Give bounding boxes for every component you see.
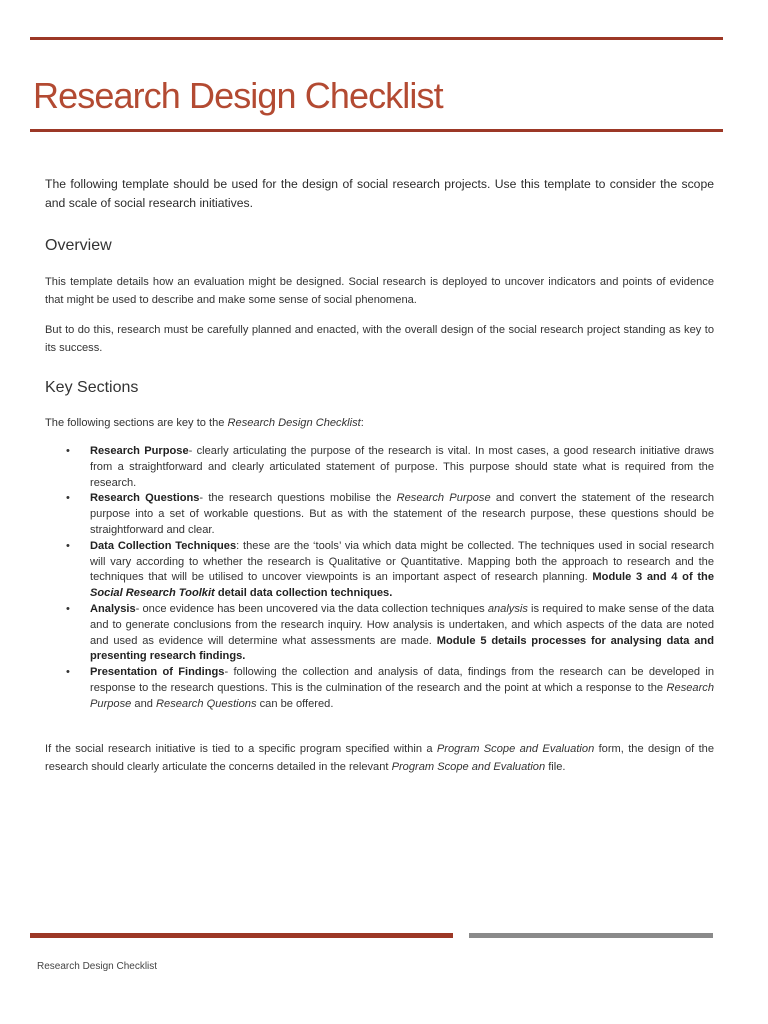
overview-paragraph-1: This template details how an evaluation might be designed. Social research is deployed to uncover indicators and points of evidence that might be used to describe and make some sense of social phenomena. [45,276,714,306]
closing-italic: Program Scope and Evaluation [436,742,595,755]
item-bold: Module 5 details processes for analysing data and presenting research findings. [90,634,714,663]
closing-text: form, the design of the research should clearly articulate the concerns detailed in the relevant [45,742,715,773]
footer-label: Research Design Checklist [37,961,158,972]
list-item-research-questions [45,491,714,538]
item-term: Data Collection Techniques [90,539,237,552]
item-term: Presentation of Findings [90,666,225,679]
item-bold-italic: Social Research Toolkit [90,587,215,600]
item-text: and convert the statement of the research purpose into a set of workable questions. But as with the statement of the research purpose, these questions should be straightforward and clear. [90,492,715,536]
item-text: - following the collection and analysis of data, findings from the research can be developed in response to the research questions. This is the culmination of the research and the point at which a response to the [90,666,714,694]
item-term: Analysis [90,602,136,615]
document-body [45,175,714,776]
bullet-icon: • [66,602,70,615]
item-italic: Research Questions [156,697,257,710]
checklist-name: Research Design Checklist [227,417,361,429]
key-sections-intro [45,414,714,432]
item-text: - once evidence has been uncovered via the data collection techniques [135,602,488,615]
item-italic: Research Purpose [396,492,491,505]
intro-paragraph: The following template should be used for the design of social research projects. Use this template to consider the scope and scale of social research initiatives. [45,177,714,210]
footer-bar-red [30,933,453,938]
item-bold: detail data collection techniques. [214,587,393,600]
list-item-presentation [45,665,714,712]
bullet-icon: • [66,492,70,505]
item-italic: analysis [487,602,528,615]
top-divider [30,37,723,40]
closing-paragraph [45,740,714,776]
key-sections-heading: Key Sections [45,379,139,396]
key-sections-list [45,444,714,713]
item-term: Research Purpose [90,445,189,457]
item-text: and [131,697,157,710]
title-divider [30,129,723,132]
item-text: can be offered. [256,697,334,710]
item-term: Research Questions [90,492,200,505]
key-sections-intro-end: : [360,417,364,429]
overview-heading: Overview [45,237,112,254]
closing-text: If the social research initiative is tied to a specific program specified within a [45,742,437,755]
bullet-icon: • [66,539,70,552]
closing-italic: Program Scope and Evaluation [391,760,546,773]
item-bold-italic-wrap [90,587,215,599]
item-text: - clearly articulating the purpose of the research is vital. In most cases, a good research initiative draws from a straightforward and clearly articulated statement of purpose. This purpose should state what is required from the research. [90,445,714,489]
overview-paragraph-2: But to do this, research must be carefully planned and enacted, with the overall design of the social research project standing as key to its success. [45,324,714,354]
item-bold: Module 3 and 4 of the [592,571,714,584]
item-text: is required to make sense of the data and to generate conclusions from the research inquiry. How analysis is undertaken, and which aspects of the data are noted and used as evidence will determine what assessments are made. [90,602,714,647]
item-italic: Research Purpose [90,681,714,710]
item-text: : these are the ‘tools’ via which data might be collected. The techniques used in social research will vary according to whether the research is Qualitative or Quantitative. Mapping both the approach to research and the techniques that will be utilised to uncover viewpoints is an important aspect of research planning. [90,539,715,584]
bullet-icon: • [66,445,70,457]
item-text: - the research questions mobilise the [199,492,397,505]
list-item-research-purpose [45,444,714,491]
key-sections-intro-text: The following sections are key to the [45,417,228,429]
footer-bar-grey [469,933,713,938]
bullet-icon: • [66,666,70,679]
page-title: Research Design Checklist [33,75,443,116]
closing-text: file. [545,760,566,773]
list-item-data-collection [45,539,714,602]
list-item-analysis [45,602,714,665]
